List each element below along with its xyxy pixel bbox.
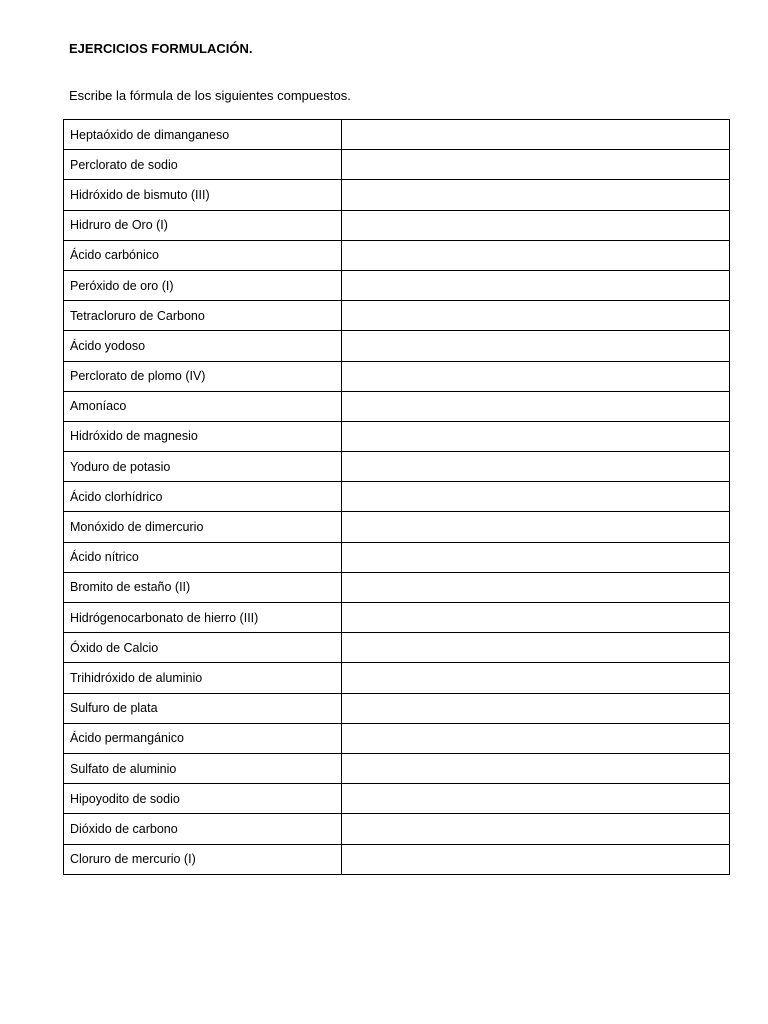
table-row [64, 723, 730, 753]
compound-name: Peróxido de oro (I) [64, 270, 342, 300]
compound-name: Cloruro de mercurio (I) [64, 844, 342, 874]
formula-answer-cell[interactable] [342, 361, 730, 391]
formula-answer-cell[interactable] [342, 452, 730, 482]
compounds-table-body [64, 120, 730, 875]
compound-name: Heptaóxido de dimanganeso [64, 120, 342, 150]
compound-name: Yoduro de potasio [64, 452, 342, 482]
formula-answer-cell[interactable] [342, 633, 730, 663]
table-row [64, 180, 730, 210]
compound-name: Perclorato de plomo (IV) [64, 361, 342, 391]
compound-name: Hidróxido de magnesio [64, 421, 342, 451]
table-row [64, 603, 730, 633]
compound-name: Hidróxido de bismuto (III) [64, 180, 342, 210]
table-row [64, 814, 730, 844]
formula-answer-cell[interactable] [342, 723, 730, 753]
instructions-text: Escribe la fórmula de los siguientes compuestos. [69, 88, 351, 103]
table-row [64, 542, 730, 572]
compound-name: Hidrógenocarbonato de hierro (III) [64, 603, 342, 633]
formula-answer-cell[interactable] [342, 693, 730, 723]
table-row [64, 512, 730, 542]
compound-name: Hidruro de Oro (I) [64, 210, 342, 240]
compound-name: Sulfuro de plata [64, 693, 342, 723]
compound-name: Perclorato de sodio [64, 150, 342, 180]
table-row [64, 452, 730, 482]
compound-name: Trihidróxido de aluminio [64, 663, 342, 693]
compounds-table [63, 119, 730, 875]
formula-answer-cell[interactable] [342, 663, 730, 693]
page-title: EJERCICIOS FORMULACIÓN. [69, 41, 253, 56]
formula-answer-cell[interactable] [342, 421, 730, 451]
table-row [64, 633, 730, 663]
compound-name: Ácido carbónico [64, 240, 342, 270]
formula-answer-cell[interactable] [342, 120, 730, 150]
compound-name: Óxido de Calcio [64, 633, 342, 663]
formula-answer-cell[interactable] [342, 542, 730, 572]
formula-answer-cell[interactable] [342, 482, 730, 512]
formula-answer-cell[interactable] [342, 150, 730, 180]
formula-answer-cell[interactable] [342, 240, 730, 270]
table-row [64, 270, 730, 300]
table-row [64, 663, 730, 693]
compound-name: Ácido clorhídrico [64, 482, 342, 512]
formula-answer-cell[interactable] [342, 331, 730, 361]
table-row [64, 693, 730, 723]
table-row [64, 391, 730, 421]
table-row [64, 331, 730, 361]
table-row [64, 301, 730, 331]
table-row [64, 210, 730, 240]
table-row [64, 753, 730, 783]
table-row [64, 784, 730, 814]
table-row [64, 482, 730, 512]
formula-answer-cell[interactable] [342, 270, 730, 300]
formula-answer-cell[interactable] [342, 572, 730, 602]
table-row [64, 361, 730, 391]
table-row [64, 150, 730, 180]
formula-answer-cell[interactable] [342, 814, 730, 844]
compound-name: Bromito de estaño (II) [64, 572, 342, 602]
table-row [64, 120, 730, 150]
compound-name: Tetracloruro de Carbono [64, 301, 342, 331]
formula-answer-cell[interactable] [342, 210, 730, 240]
compound-name: Monóxido de dimercurio [64, 512, 342, 542]
table-row [64, 421, 730, 451]
formula-answer-cell[interactable] [342, 301, 730, 331]
table-row [64, 844, 730, 874]
formula-answer-cell[interactable] [342, 844, 730, 874]
formula-answer-cell[interactable] [342, 603, 730, 633]
compound-name: Ácido nítrico [64, 542, 342, 572]
formula-answer-cell[interactable] [342, 180, 730, 210]
formula-answer-cell[interactable] [342, 512, 730, 542]
compound-name: Ácido yodoso [64, 331, 342, 361]
formula-answer-cell[interactable] [342, 784, 730, 814]
formula-answer-cell[interactable] [342, 391, 730, 421]
compound-name: Sulfato de aluminio [64, 753, 342, 783]
compound-name: Hipoyodito de sodio [64, 784, 342, 814]
compound-name: Amoníaco [64, 391, 342, 421]
formula-answer-cell[interactable] [342, 753, 730, 783]
table-row [64, 240, 730, 270]
table-row [64, 572, 730, 602]
compound-name: Dióxido de carbono [64, 814, 342, 844]
compound-name: Ácido permangánico [64, 723, 342, 753]
